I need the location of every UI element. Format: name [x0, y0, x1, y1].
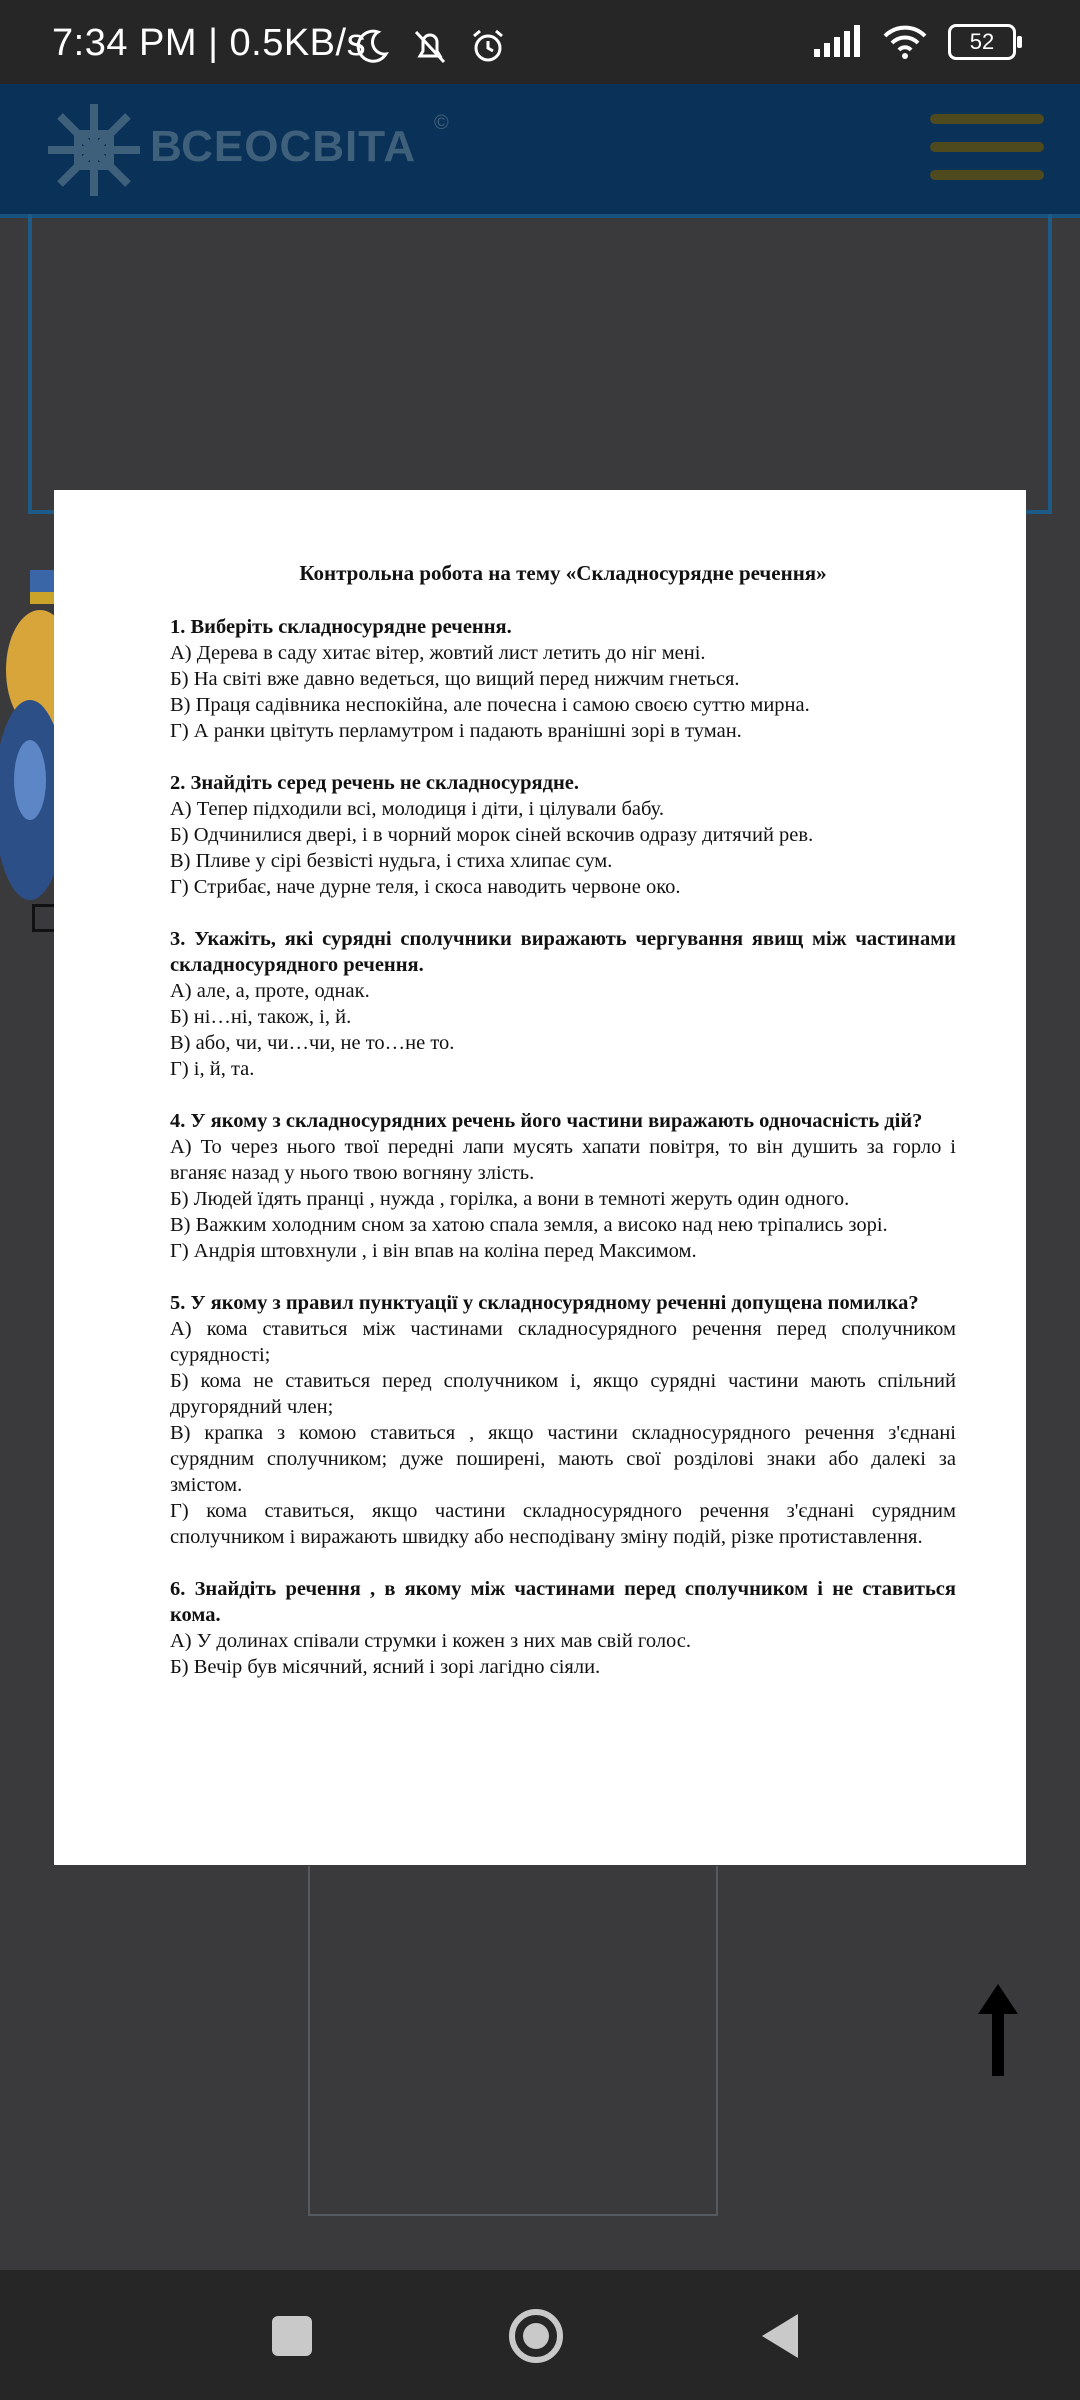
answer-option: В) Пливе у сірі безвісті нудьга, і стиха хлипає сум.	[170, 850, 613, 872]
moon-icon	[352, 26, 392, 66]
question-title: 4. У якому з складносурядних речень його частини виражають одночасність дій?	[170, 1110, 923, 1132]
question-title: 2. Знайдіть серед речень не складносурядне.	[170, 772, 579, 794]
background-poster-image	[0, 570, 56, 900]
answer-option: А) але, а, проте, однак.	[170, 980, 370, 1002]
app-header	[0, 84, 1080, 218]
answer-option: Г) Андрія штовхнули , і він впав на коліна перед Максимом.	[170, 1240, 697, 1262]
back-icon[interactable]	[752, 2306, 812, 2366]
answer-option: А) У долинах співали струмки і кожен з них мав свій голос.	[170, 1630, 692, 1652]
system-navigation-bar	[0, 2270, 1080, 2400]
menu-bar-2	[930, 142, 1044, 152]
answer-option: А) Тепер підходили всі, молодиця і діти, і цілували бабу.	[170, 798, 664, 820]
answer-option: Г) Стрибає, наче дурне теля, і скоса наводить червоне око.	[170, 876, 681, 898]
answer-option: Г) і, й, та.	[170, 1058, 255, 1080]
document-title: Контрольна робота на тему «Складносурядне речення»	[299, 561, 827, 585]
test-document-image	[54, 490, 1026, 1865]
recent-apps-icon[interactable]	[262, 2306, 322, 2366]
menu-bar-1	[930, 114, 1044, 124]
alarm-icon	[468, 26, 508, 66]
battery-level: 52	[969, 29, 995, 54]
question-title: 3. Укажіть, які сурядні сполучники виражають чергування явищ між частинами складносурядного речення.	[170, 928, 956, 976]
battery-icon	[948, 24, 1016, 60]
background-lower-frame	[308, 1866, 718, 2216]
question-6	[170, 1576, 956, 1680]
answer-option: В) або, чи, чи…чи, не то…не то.	[170, 1032, 455, 1054]
answer-option: Б) кома не ставиться перед сполучником і, якщо сурядні частини мають спільний другорядний член;	[170, 1370, 956, 1418]
question-3	[170, 926, 956, 1082]
question-5	[170, 1290, 956, 1550]
signal-icon	[812, 25, 862, 59]
snowflake-logo-icon[interactable]	[42, 98, 146, 202]
hamburger-menu-button[interactable]	[930, 114, 1044, 188]
status-time: 7:34 PM | 0.5KB/s	[52, 22, 367, 64]
bell-off-icon	[410, 26, 450, 66]
answer-option: Б) Одчинилися двері, і в чорний морок сіней вскочив одразу дитячий рев.	[170, 824, 814, 846]
answer-option: В) Праця садівника неспокійна, але почесна і самою своєю суттю мирна.	[170, 694, 810, 716]
answer-option: А) Дерева в саду хитає вітер, жовтий лист летить до ніг мені.	[170, 642, 706, 664]
answer-option: Б) На світі вже давно ведеться, що вищий перед нижчим гнеться.	[170, 668, 740, 690]
answer-option: Б) Людей їдять пранці , нужда , горілка, а вони в темноті жеруть один одного.	[170, 1188, 850, 1210]
copyright-mark: ©	[434, 112, 449, 134]
answer-option: А) кома ставиться між частинами складносурядного речення перед сполучником сурядності;	[170, 1318, 956, 1366]
answer-option: В) Важким холодним сном за хатою спала земля, а високо над нею тріпались зорі.	[170, 1214, 888, 1236]
question-4	[170, 1108, 956, 1264]
answer-option: Б) ні…ні, також, і, й.	[170, 1006, 352, 1028]
wifi-icon	[882, 24, 928, 60]
answer-option: Г) кома ставиться, якщо частини складносурядного речення з'єднані сурядним сполучником і виражають швидку або несподівану зміну подій, різке протиставлення.	[170, 1500, 956, 1548]
answer-option: В) крапка з комою ставиться , якщо частини складносурядного речення з'єднані сурядним сполучником; дуже поширені, мають свої розділові знаки або далекі за змістом.	[170, 1422, 956, 1496]
question-1	[170, 614, 956, 744]
question-title: 5. У якому з правил пунктуації у складносурядному реченні допущена помилка?	[170, 1292, 919, 1314]
answer-option: Б) Вечір був місячний, ясний і зорі лагідно сіяли.	[170, 1656, 601, 1678]
site-logo-text[interactable]: ВСЕОСВІТА	[150, 122, 417, 171]
menu-bar-3	[930, 170, 1044, 180]
answer-option: А) То через нього твої передні лапи мусять хапати повітря, то він душить за горло і вганяє назад у нього твою вогняну злість.	[170, 1136, 956, 1184]
status-bar	[0, 0, 1080, 84]
question-2	[170, 770, 956, 900]
scroll-to-top-arrow-icon[interactable]	[968, 1980, 1028, 2080]
question-title: 6. Знайдіть речення , в якому між частинами перед сполучником і не ставиться кома.	[170, 1578, 956, 1626]
question-title: 1. Виберіть складносурядне речення.	[170, 616, 512, 638]
home-icon[interactable]	[506, 2306, 566, 2366]
page-content-frame	[28, 214, 1052, 514]
answer-option: Г) А ранки цвітуть перламутром і падають вранішні зорі в туман.	[170, 720, 742, 742]
